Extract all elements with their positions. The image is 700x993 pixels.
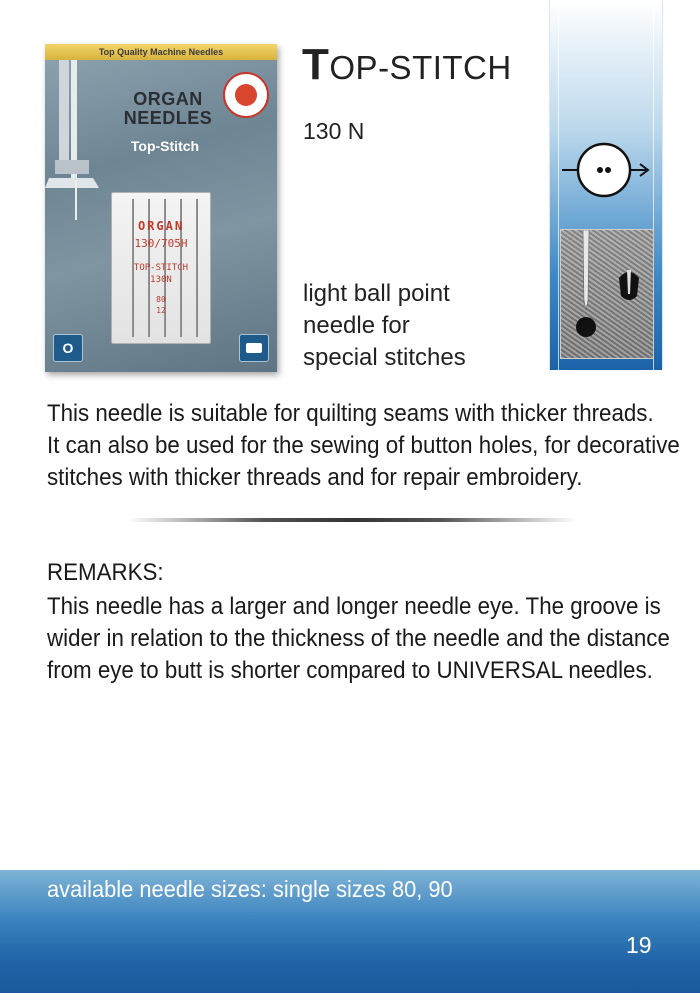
package-subtitle: Top-Stitch — [130, 138, 200, 154]
sewing-machine-badge-icon — [239, 334, 269, 362]
package-banner: Top Quality Machine Needles — [45, 44, 277, 60]
window-type: TOP-STITCH — [133, 263, 189, 273]
page-number: 19 — [626, 932, 652, 958]
package-badge-o: O — [53, 334, 83, 362]
window-system: 130/705H — [134, 237, 188, 250]
remarks-label: REMARKS: — [47, 559, 164, 586]
remarks-text: This needle has a larger and longer needle eye. The groove is wider in relation to the thickness of the needle and the distance from eye to butt is shorter compared to UNIVERSAL needles. — [47, 593, 670, 684]
needle-tip-photo — [560, 229, 654, 359]
window-brand: ORGAN — [137, 219, 185, 233]
window-size-1: 80 — [156, 295, 166, 304]
window-code: 130N — [150, 275, 172, 285]
needle-model: 130 N — [303, 118, 365, 144]
needle-tagline: light ball point needle for special stitches — [303, 280, 466, 371]
page-title: TOP-STITCH — [302, 40, 512, 89]
product-package-image — [45, 44, 277, 372]
quality-seal-icon — [223, 72, 269, 118]
available-sizes: available needle sizes: single sizes 80, 90 — [47, 876, 453, 902]
circle-with-eye-and-arrow-icon — [560, 142, 652, 198]
package-needle-window — [111, 192, 211, 344]
package-brand: ORGAN NEEDLES — [123, 89, 213, 128]
window-size-2: 12 — [156, 306, 166, 315]
needle-description: This needle is suitable for quilting seams with thicker threads. It can also be used for the sewing of button holes, for decorative stitches with thicker threads and for repair embroidery. — [47, 400, 680, 491]
section-divider — [128, 518, 576, 522]
